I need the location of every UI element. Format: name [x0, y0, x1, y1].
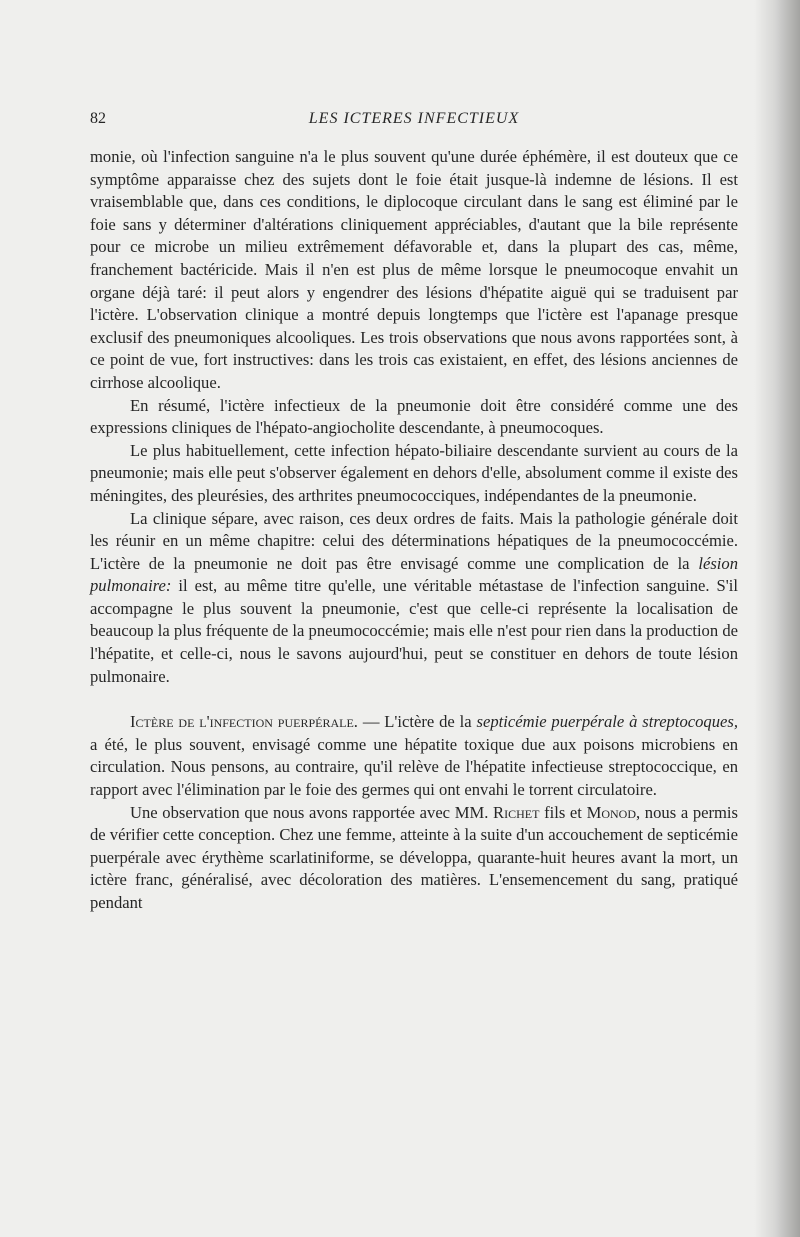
- paragraph-6-text-b: fils et: [539, 802, 587, 822]
- running-header: [90, 110, 738, 132]
- paragraph-1: monie, où l'infection sanguine n'a le plus souvent qu'une durée éphémère, il est douteux que ce symptôme apparaisse chez des sujets dont le foie était jusque-là indemne de lésions. Il est vraisemblable que, dans ces conditions, le diplocoque circulant dans le sang est éliminé par le foie sans y déterminer d'altérations cliniquement appréciables, d'autant que la bile représente pour ce microbe un milieu extrêmement défavorable et, dans la plupart des cas, même, franchement bactéricide. Mais il n'en est plus de même lorsque le pneumocoque envahit un organe déjà taré: il peut alors y engendrer des lésions d'hépatite aiguë qui se traduisent par l'ictère. L'observation clinique a montré depuis longtemps que l'ictère est l'apanage presque exclusif des pneumoniques alcooliques. Les trois observations que nous avons rapportées sont, à ce point de vue, fort instructives: dans les trois cas existaient, en effet, des lésions anciennes de cirrhose alcoolique.: [90, 147, 738, 392]
- paragraph-6-text-a: Une observation que nous avons rapportée avec MM.: [130, 802, 494, 822]
- paragraph-5-italic: septicémie puerpérale à streptocoques,: [476, 712, 738, 732]
- running-title: LES ICTERES INFECTIEUX: [308, 110, 520, 127]
- paragraph-4: [90, 508, 738, 689]
- author-name-monod: Monod,: [586, 802, 641, 822]
- book-page: [90, 110, 738, 915]
- paragraph-4-text-a: La clinique sépare, avec raison, ces deux ordres de faits. Mais la pathologie générale doit les réunir en un même chapitre: celui des déterminations hépatiques de la pneumococcémie. L'ictère de la pneumonie ne doit pas être envisagé comme une complication de la: [90, 508, 738, 573]
- paragraph-3: Le plus habituellement, cette infection hépato-biliaire descendante survient au cours de la pneumonie; mais elle peut s'observer également en dehors d'elle, absolument comme il existe des méningites, des pleurésies, des arthrites pneumococciques, indépendantes de la pneumonie.: [90, 440, 738, 505]
- author-name-richet: Richet: [493, 802, 540, 822]
- paragraph-4-italic: lésion pulmonaire:: [90, 553, 738, 596]
- paragraph-5-text-a: — L'ictère de la: [357, 712, 477, 732]
- paragraph-2: En résumé, l'ictère infectieux de la pneumonie doit être considéré comme une des expressions cliniques de l'hépato-angiocholite descendante, à pneumocoques.: [90, 395, 738, 438]
- body-text: [90, 146, 738, 915]
- section-heading: Ictère de l'infection puerpérale.: [130, 712, 358, 732]
- paragraph-6-text-c: nous a permis de vérifier cette conception. Chez une femme, atteinte à la suite d'un accouchement de septicémie puerpérale avec érythème scarlatiniforme, se développa, quarante-huit heures avant la mort, un ictère franc, généralisé, avec décoloration des matières. L'ensemencement du sang, pratiqué pendant: [90, 802, 739, 912]
- paragraph-6: [90, 802, 738, 915]
- paragraph-5-section: [90, 711, 738, 801]
- paragraph-4-text-b: il est, au même titre qu'elle, une véritable métastase de l'infection sanguine. S'il accompagne le plus souvent la pneumonie, c'est que celle-ci représente la localisation de beaucoup la plus fréquente de la pneumococcémie; mais elle n'est pour rien dans la production de l'hépatite, et celle-ci, nous le savons aujourd'hui, peut se constituer en dehors de toute lésion pulmonaire.: [90, 576, 738, 686]
- page-number: 82: [90, 110, 106, 127]
- paragraph-5-text-b: a été, le plus souvent, envisagé comme une hépatite toxique due aux poisons microbiens en circulation. Nous pensons, au contraire, qu'il relève de l'hépatite infectieuse streptococcique, en rapport avec l'élimination par le foie des germes qui ont envahi le torrent circulatoire.: [90, 734, 738, 800]
- page-edge-shadow: [754, 0, 800, 1237]
